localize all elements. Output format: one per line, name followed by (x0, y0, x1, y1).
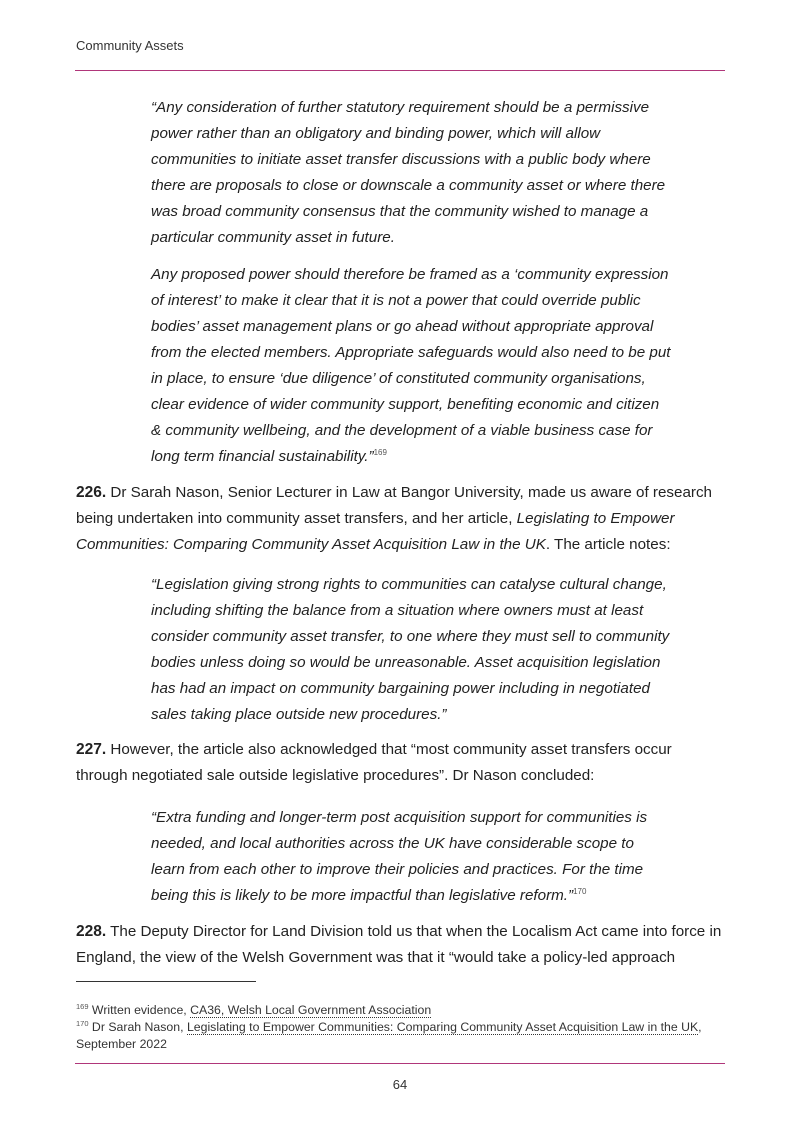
footer-rule (75, 1063, 725, 1064)
footnote-text: Dr Sarah Nason, (88, 1020, 187, 1034)
footnote-169 (76, 1002, 726, 1019)
blockquote-nason-1 (151, 572, 671, 727)
paragraph-227 (76, 737, 726, 789)
paragraph-228 (76, 919, 726, 971)
blockquote-wlga (151, 95, 671, 470)
footnote-link-nason-article[interactable]: Legislating to Empower Communities: Comparing Community Asset Acquisition Law in the UK (186, 1020, 699, 1034)
footnote-ref-169[interactable]: 169 (373, 447, 387, 457)
quote-paragraph-2-text: Any proposed power should therefore be framed as a ‘community expression of interest’ to make it clear that it is not a power that could override public bodies’ asset management plans or go ahead without appropriate approval from the elected members. Appropriate safeguards would also need to be put in place, to ensure ‘due diligence’ of constituted community organisations, clear evidence of wider community support, benefiting economic and citizen & community wellbeing, and the development of a viable business case for long term financial sustainability.” (151, 266, 671, 465)
footnotes (76, 1002, 726, 1053)
paragraph-text: The Deputy Director for Land Division told us that when the Localism Act came into force in England, the view of the Welsh Government was that it “would take a policy-led approach (76, 923, 722, 966)
quote-paragraph-1: “Any consideration of further statutory requirement should be a permissive power rather than an obligatory and binding power, which will allow communities to initiate asset transfer discussions with a public body where there are proposals to close or downscale a community asset or where there was broad community consensus that the community wished to manage a particular community asset in future. (151, 99, 666, 246)
footnote-170 (76, 1019, 726, 1053)
footnote-text: Written evidence, (88, 1003, 191, 1017)
article-title: Legislating to Empower Communities: Comparing Community Asset Acquisition Law in the UK (76, 509, 675, 553)
page-number: 64 (392, 1077, 408, 1092)
running-header: Community Assets (76, 38, 184, 53)
paragraph-number: 228. (76, 923, 107, 940)
blockquote-nason-2 (151, 805, 671, 909)
paragraph-text: Dr Sarah Nason, Senior Lecturer in Law at Bangor University, made us aware of research being undertaken into community asset transfers, and her article, (76, 484, 712, 527)
footnote-suffix: , September 2022 (76, 1020, 702, 1051)
quote-paragraph-2 (151, 262, 671, 469)
paragraph-text-end: . The article notes: (545, 535, 671, 553)
footnote-number: 170 (76, 1018, 89, 1028)
paragraph-226 (76, 480, 726, 558)
paragraph-text: However, the article also acknowledged that “most community asset transfers occur through negotiated sale outside legislative procedures”. Dr Nason concluded: (76, 741, 672, 784)
footnote-ref-170[interactable]: 170 (573, 886, 587, 896)
footnote-number: 169 (76, 1001, 89, 1011)
quote-text: “Extra funding and longer-term post acquisition support for communities is needed, and local authorities across the UK have considerable scope to learn from each other to improve their policies and practices. For the time being this is likely to be more impactful than legislative reform.” (151, 809, 648, 904)
header-rule (75, 70, 725, 71)
footnote-separator (76, 981, 256, 982)
quote-text: “Legislation giving strong rights to communities can catalyse cultural change, including shifting the balance from a situation where owners must at least consider community asset transfer, to one where they must sell to community bodies unless doing so would be unreasonable. Asset acquisition legislation has had an impact on community bargaining power including in negotiated sales taking place outside new procedures.” (151, 576, 670, 723)
paragraph-number: 226. (76, 484, 107, 501)
footnote-link-wlga[interactable]: CA36, Welsh Local Government Association (190, 1003, 432, 1017)
paragraph-number: 227. (76, 741, 107, 758)
